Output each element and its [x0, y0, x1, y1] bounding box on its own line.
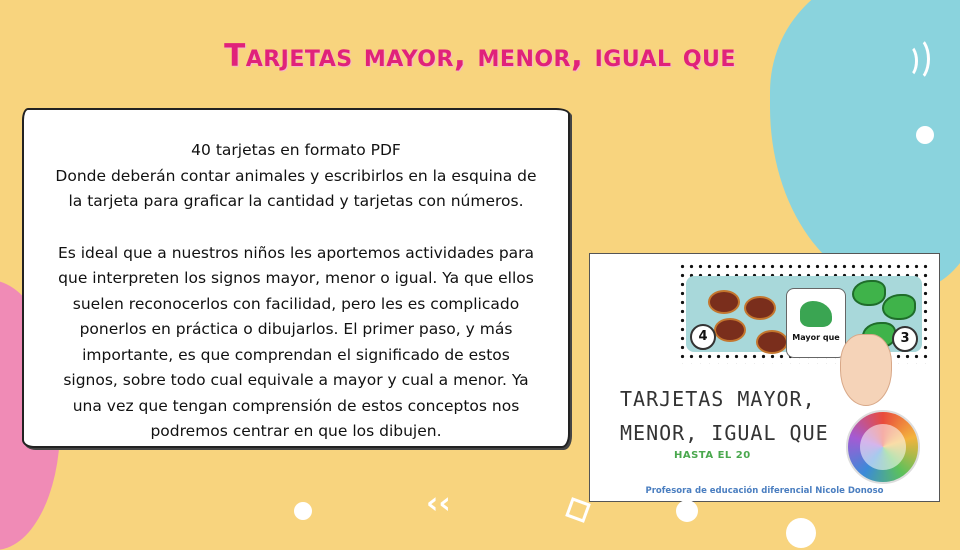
card-footer: Profesora de educación diferencial Nicole Donoso — [645, 486, 884, 496]
description-line: Donde deberán contar animales y escribirlos en la esquina de — [55, 166, 537, 185]
description-line: signos, sobre todo cual equivale a mayor y cual a menor. Ya — [63, 371, 529, 389]
decorative-diamond-icon — [565, 497, 591, 523]
description-line: que interpreten los signos mayor, menor o igual. Ya que ellos — [58, 269, 534, 287]
preview-card-image — [589, 253, 940, 502]
center-card-label: Mayor que — [792, 333, 840, 342]
decorative-blob-right — [860, 150, 960, 270]
card-title — [620, 382, 829, 450]
turtle-icon — [744, 296, 776, 320]
chameleon-icon — [852, 280, 886, 306]
description-line: ponerlos en práctica o dibujarlos. El primer paso, y más — [79, 320, 513, 338]
description-line: podremos centrar en que los dibujen. — [150, 422, 442, 440]
right-number: 3 — [892, 326, 918, 352]
description-line: la tarjeta para graficar la cantidad y tarjetas con números. — [68, 192, 524, 210]
decorative-dot — [294, 502, 312, 520]
chameleon-icon — [882, 294, 916, 320]
card-title-line2: MENOR, IGUAL QUE — [620, 421, 829, 445]
turtle-icon — [708, 290, 740, 314]
description-line: suelen reconocerlos con facilidad, pero les es complicado — [72, 294, 520, 313]
turtle-icon — [756, 330, 788, 354]
decorative-dot — [676, 500, 698, 522]
decorative-chevrons-icon: ‹‹ — [426, 486, 451, 521]
crocodile-icon — [800, 301, 832, 327]
decorative-dot — [916, 126, 934, 144]
description-box — [22, 108, 570, 448]
card-subtitle: HASTA EL 20 — [674, 450, 751, 461]
page-title: Tarjetas mayor, menor, igual que — [224, 38, 736, 74]
logo-badge-icon — [846, 410, 920, 484]
turtle-icon — [714, 318, 746, 342]
center-symbol-card — [786, 288, 846, 358]
description-line: 40 tarjetas en formato PDF — [191, 141, 401, 159]
left-number: 4 — [690, 324, 716, 350]
decorative-dot — [786, 518, 816, 548]
description-line: Es ideal que a nuestros niños les aportemos actividades para — [57, 243, 535, 262]
description-line: importante, es que comprendan el significado de estos — [82, 345, 510, 364]
description-line: una vez que tengan comprensión de estos conceptos nos — [72, 396, 520, 415]
hand-icon — [840, 334, 892, 406]
card-title-line1: TARJETAS MAYOR, — [620, 387, 816, 411]
